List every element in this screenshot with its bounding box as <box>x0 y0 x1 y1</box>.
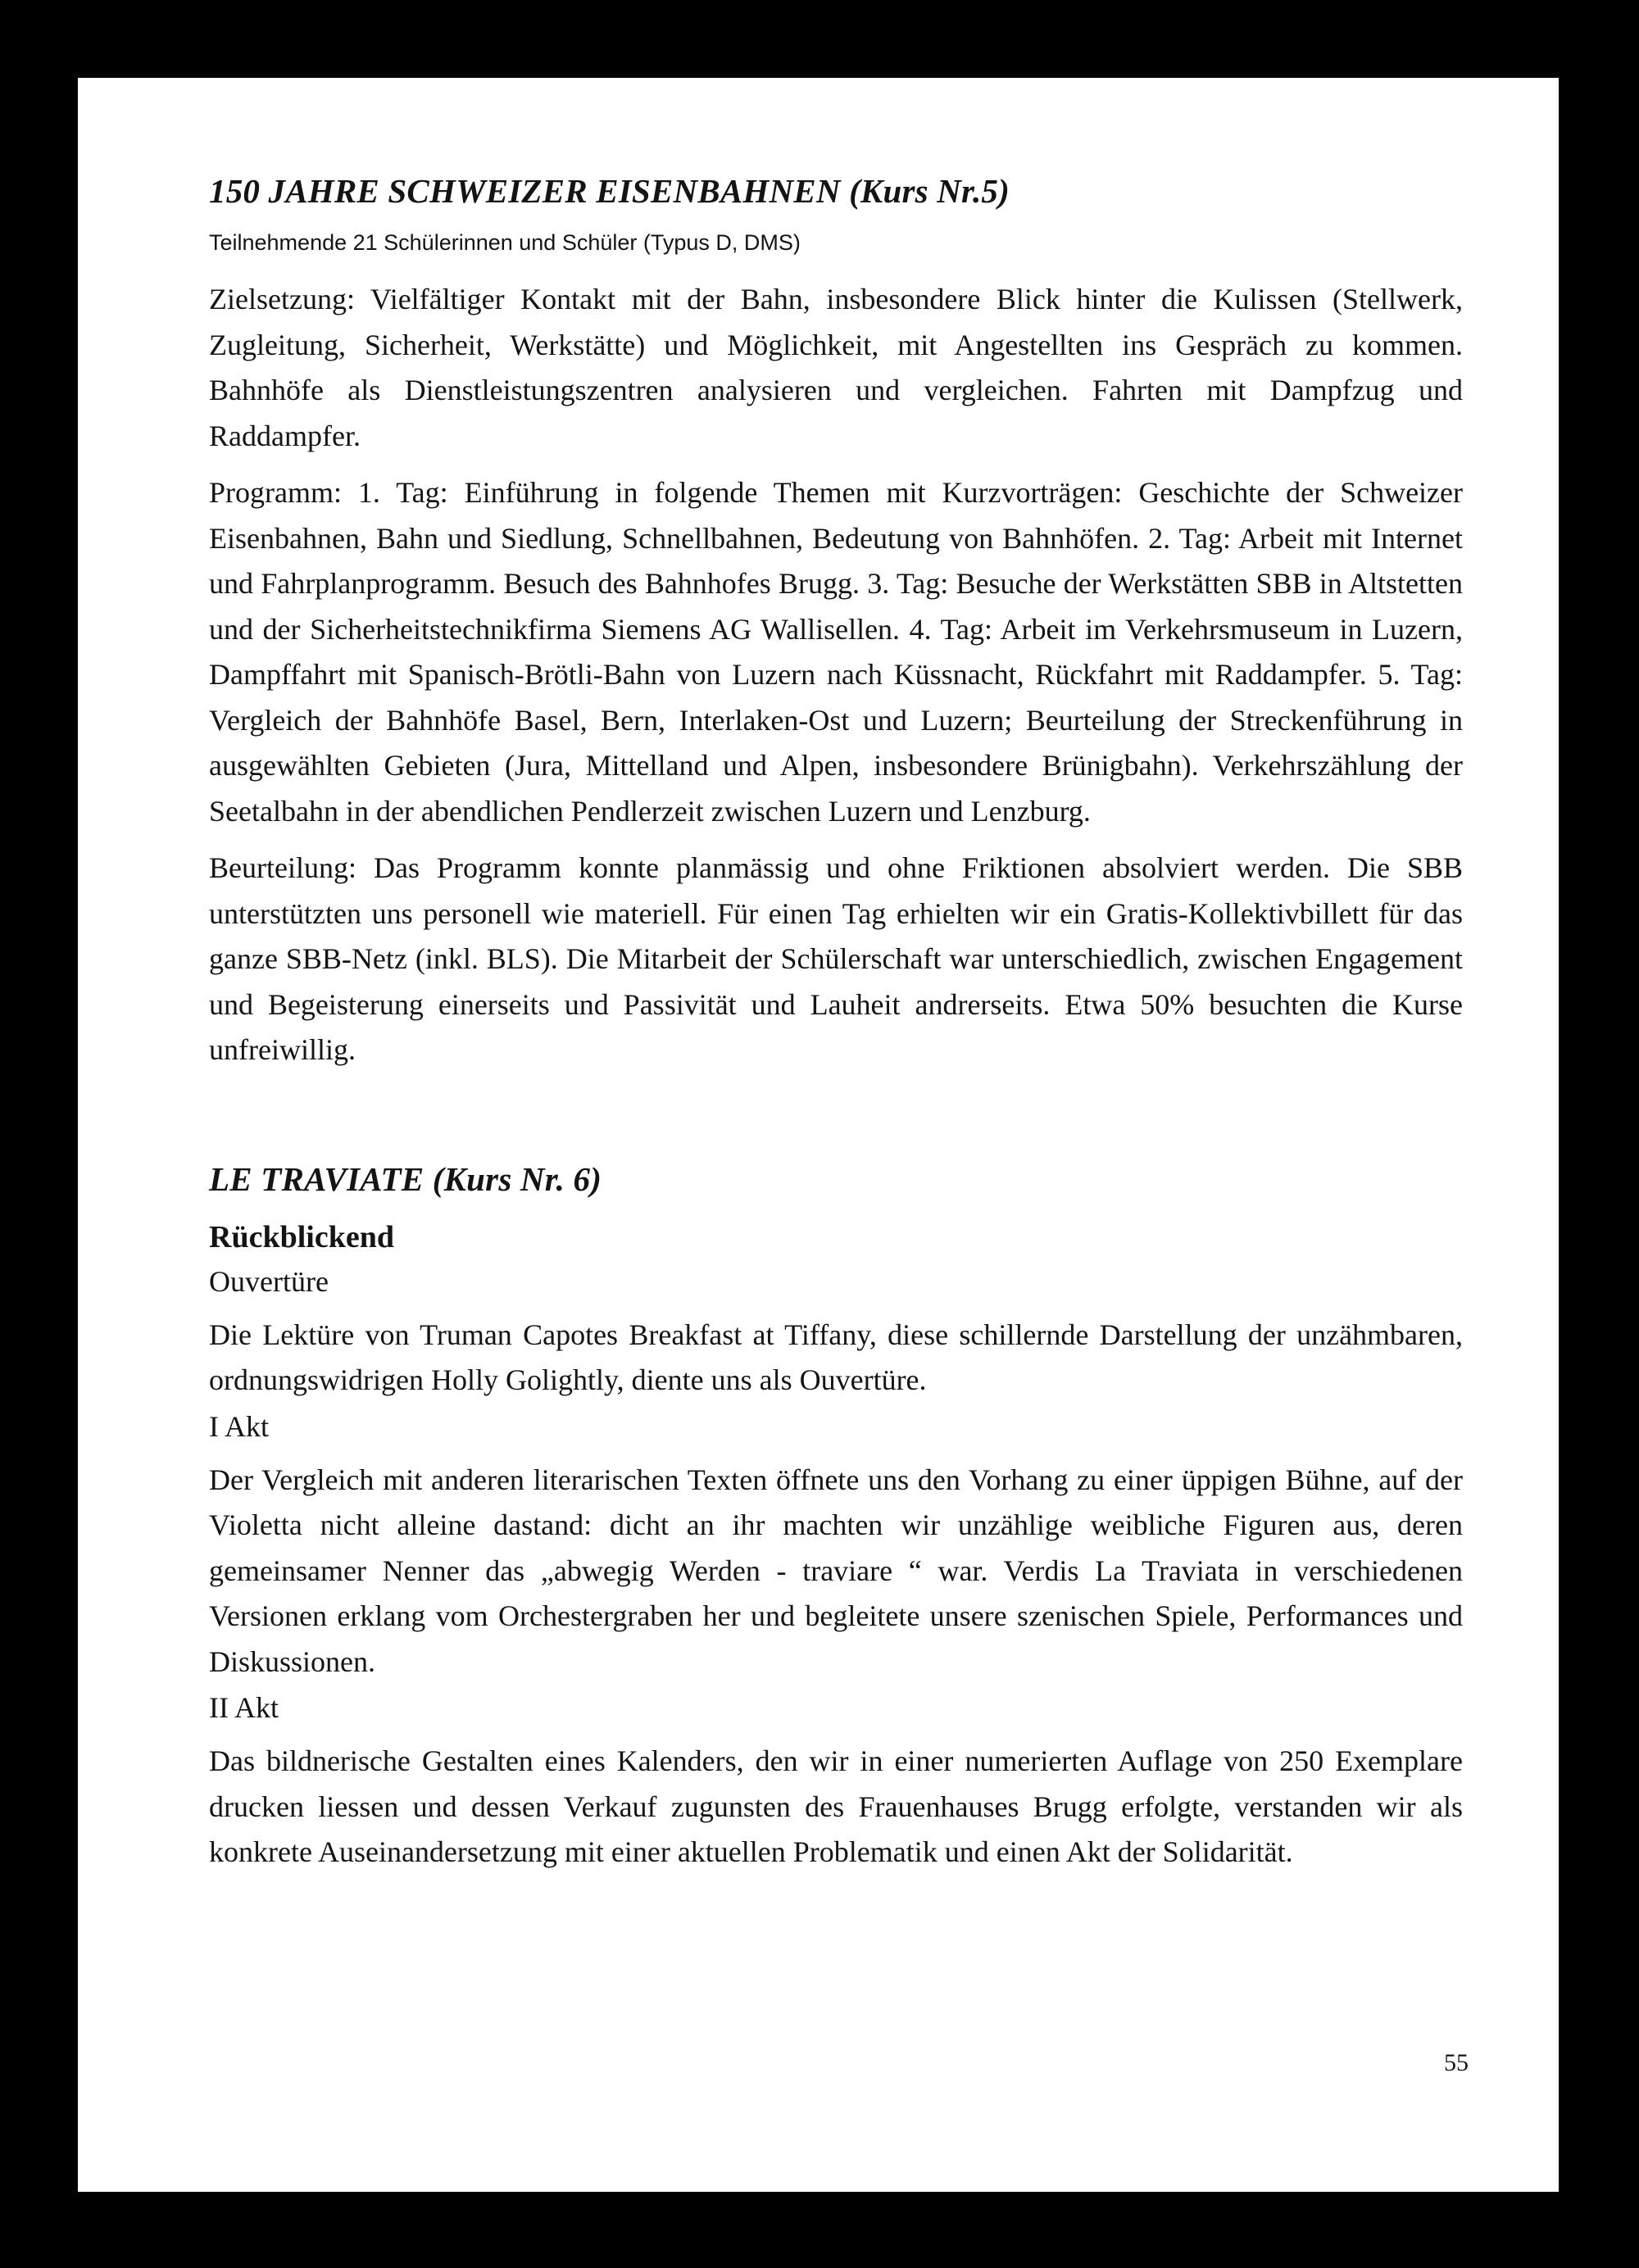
ouverture-paragraph: Die Lektüre von Truman Capotes Breakfast at Tiffany, diese schillernde Darstellung der unzähmbaren, ordnungswidrigen Holly Golightly, diente uns als Ouvertüre. <box>209 1318 1463 1396</box>
section2-subtitle: Rückblickend <box>209 1219 394 1254</box>
document-page <box>78 78 1559 2192</box>
page-number: 55 <box>1444 2049 1469 2076</box>
section2-title: LE TRAVIATE (Kurs Nr. 6) <box>209 1159 602 1198</box>
akt1-paragraph: Der Vergleich mit anderen literarischen Texten öffnete uns den Vorhang zu einer üppigen Bühne, auf der Violetta nicht alleine dastand: dicht an ihr machten wir unzählige weibliche Figuren aus, deren gemeinsamer Nenner das „abwegig Werden - traviare “ war. Verdis La Traviata in verschiedenen Versionen erklang vom Orchestergraben her und begleitete unsere szenischen Spiele, Performances und Diskussionen. <box>209 1463 1463 1678</box>
page-content <box>209 170 1463 1876</box>
ouverture-label: Ouvertüre <box>209 1264 329 1298</box>
akt2-label: II Akt <box>209 1691 279 1724</box>
akt1-label: I Akt <box>209 1409 270 1443</box>
zielsetzung-paragraph: Zielsetzung: Vielfältiger Kontakt mit der Bahn, insbesondere Blick hinter die Kulissen (Stellwerk, Zugleitung, Sicherheit, Werkstätte) und Möglichkeit, mit Angestellten ins Gespräch zu kommen. Bahnhöfe als Dienstleistungszentren analysieren und vergleichen. Fahrten mit Dampfzug und Raddampfer. <box>209 283 1463 452</box>
programm-paragraph: Programm: 1. Tag: Einführung in folgende Themen mit Kurzvorträgen: Geschichte der Schweizer Eisenbahnen, Bahn und Siedlung, Schnellbahnen, Bedeutung von Bahnhöfen. 2. Tag: Arbeit mit Internet und Fahrplanprogramm. Besuch des Bahnhofes Brugg. 3. Tag: Besuche der Werkstätten SBB in Altstetten und der Sicherheitstechnikfirma Siemens AG Wallisellen. 4. Tag: Arbeit im Verkehrsmuseum in Luzern, Dampffahrt mit Spanisch-Brötli-Bahn von Luzern nach Küssnacht, Rückfahrt mit Raddampfer. 5. Tag: Vergleich der Bahnhöfe Basel, Bern, Interlaken-Ost und Luzern; Beurteilung der Streckenführung in ausgewählten Gebieten (Jura, Mittelland und Alpen, insbesondere Brünigbahn). Verkehrszählung der Seetalbahn in der abendlichen Pendlerzeit zwischen Luzern und Lenzburg. <box>209 476 1463 828</box>
section1-title: 150 JAHRE SCHWEIZER EISENBAHNEN (Kurs Nr.5) <box>209 172 1010 210</box>
akt2-paragraph: Das bildnerische Gestalten eines Kalenders, den wir in einer numerierten Auflage von 250 Exemplare drucken liessen und dessen Verkauf zugunsten des Frauenhauses Brugg erfolgte, verstanden wir als konkrete Auseinandersetzung mit einer aktuellen Problematik und einen Akt der Solidarität. <box>209 1744 1463 1868</box>
beurteilung-paragraph: Beurteilung: Das Programm konnte planmässig und ohne Friktionen absolviert werden. Die SBB unterstützten uns personell wie materiell. Für einen Tag erhielten wir ein Gratis-Kollektivbillett für das ganze SBB-Netz (inkl. BLS). Die Mitarbeit der Schülerschaft war unterschiedlich, zwischen Engagement und Begeisterung einerseits und Passivität und Lauheit andrerseits. Etwa 50% besuchten die Kurse unfreiwillig. <box>209 851 1463 1066</box>
participants-line: Teilnehmende 21 Schülerinnen und Schüler (Typus D, DMS) <box>209 230 801 255</box>
